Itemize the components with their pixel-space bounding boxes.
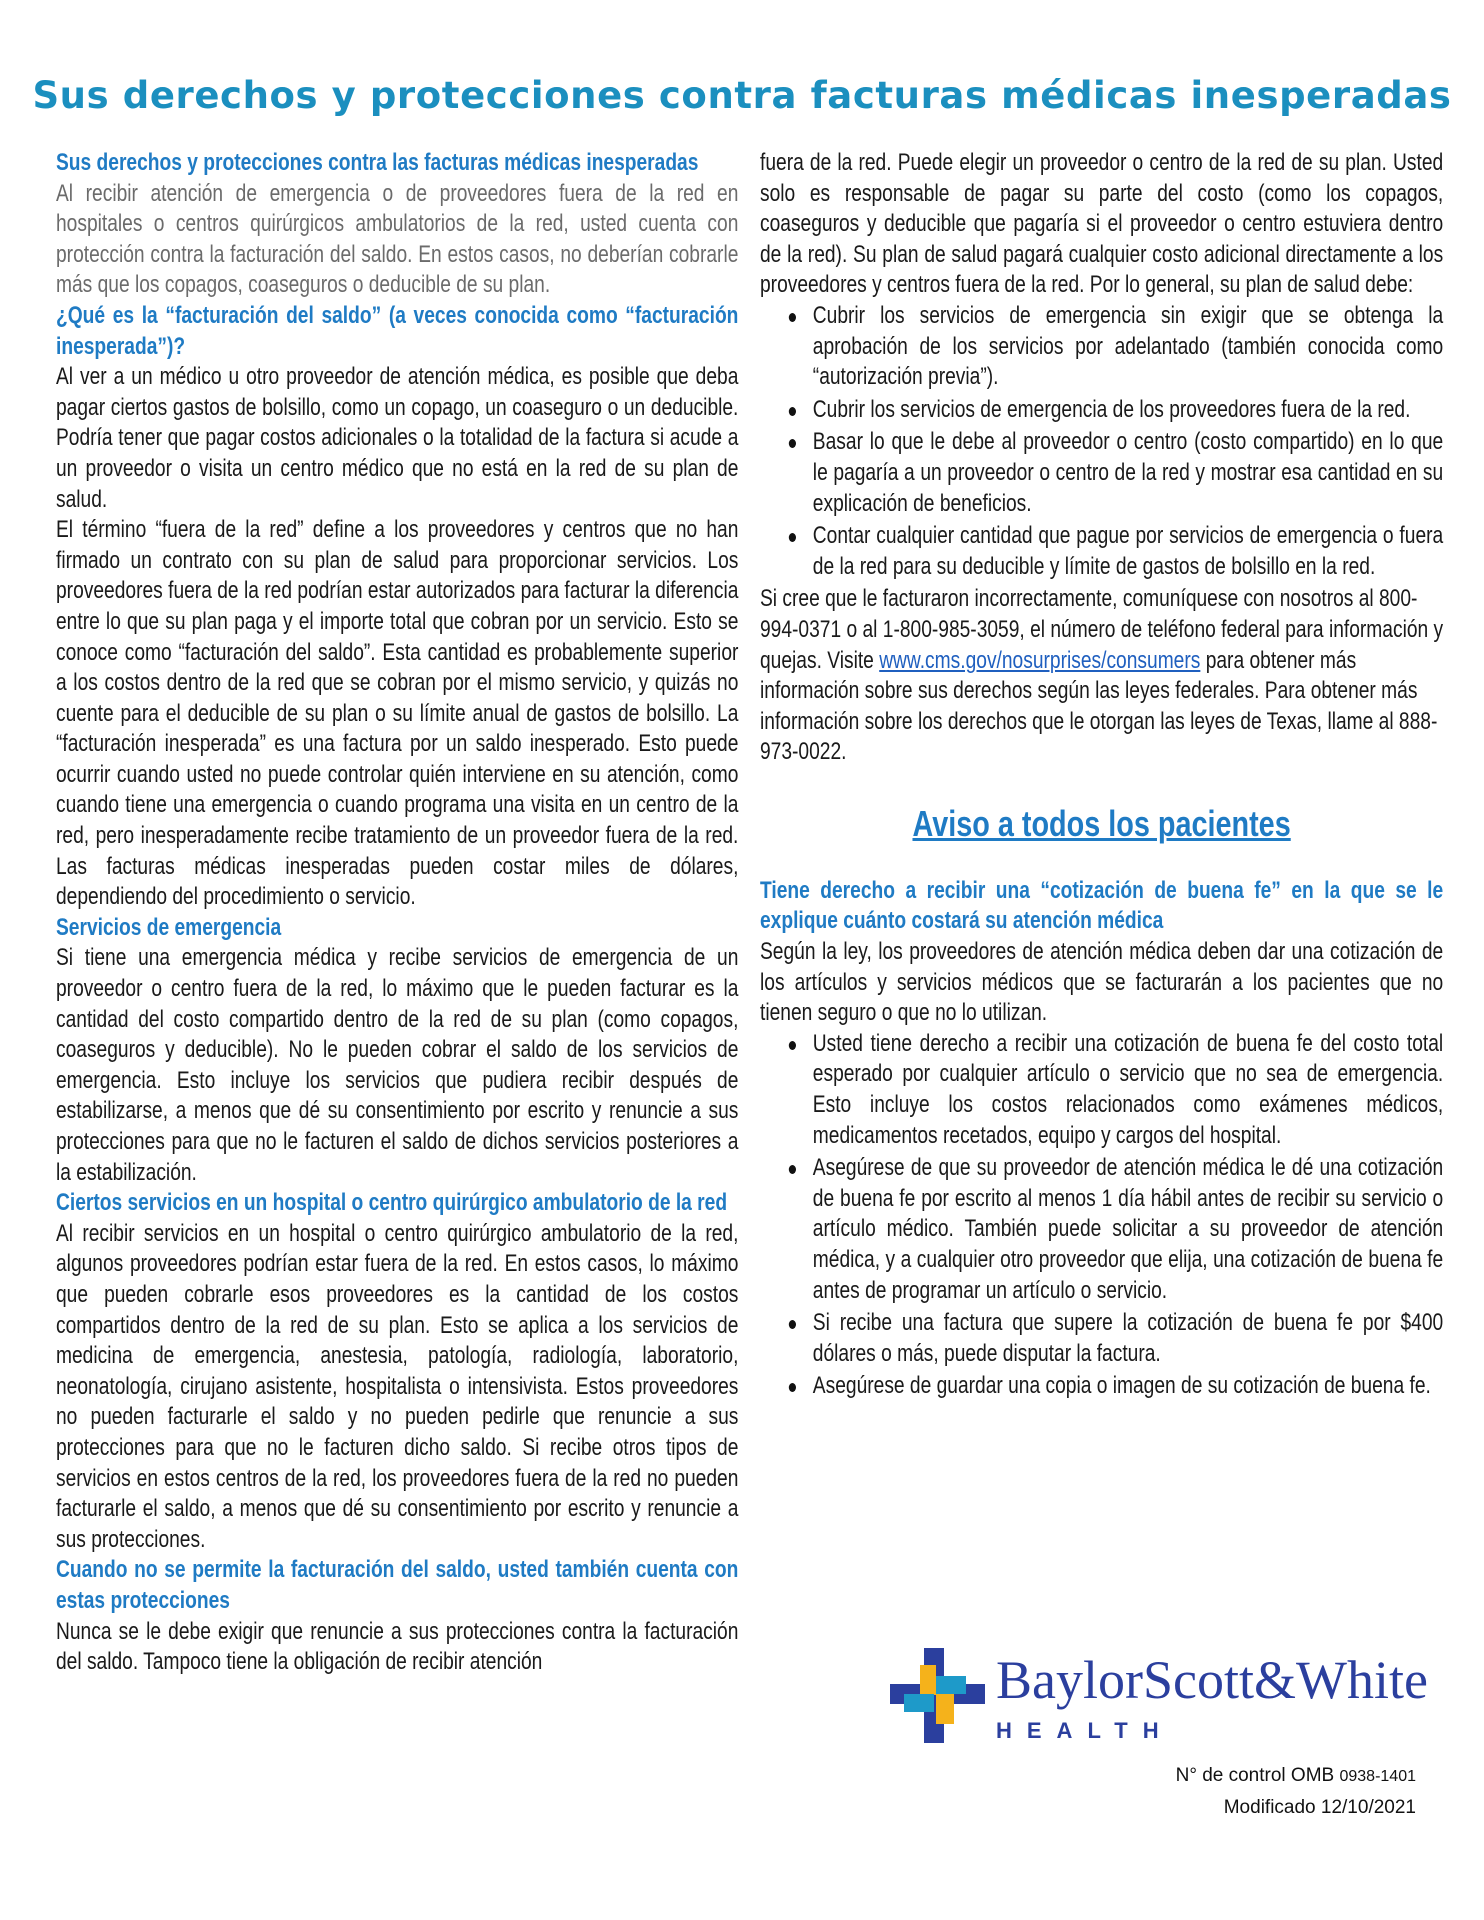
paragraph: El término “fuera de la red” define a los proveedores y centros que no han firmado un contrato con su plan de salud para proporcionar servicios. Los proveedores fuera de la red podrían estar autorizados para facturar la diferencia entre lo que su plan paga y el importe total que cobran por un servicio. Esto se conoce como “facturación del saldo”. Esta cantidad es probablemente superior a los costos dentro de la red que se cobran por el mismo servicio, y quizás no cuente para el deducible de su plan o su límite anual de gastos de bolsillo. La “facturación inesperada” es una factura por un saldo inesperado. Esto puede ocurrir cuando usted no puede controlar quién interviene en su atención, como cuando tiene una emergencia o cuando programa una visita en un centro de la red, pero inesperadamente recibe tratamiento de un proveedor fuera de la red. Las facturas médicas inesperadas pueden costar miles de dólares, dependiendo del procedimiento o servicio. bbox=[56, 516, 739, 911]
section-heading: Ciertos servicios en un hospital o centro quirúrgico ambulatorio de la red bbox=[56, 1189, 728, 1217]
contact-text-after: para obtener más información sobre sus derechos según las leyes federales. Para obtener más información sobre los derechos que le otorgan las leyes de Texas, llame al 888-973-0022. bbox=[760, 646, 1438, 766]
plan-bullets bbox=[760, 301, 1443, 582]
section-heading: Sus derechos y protecciones contra las facturas médicas inesperadas bbox=[56, 149, 699, 176]
section-heading: Servicios de emergencia bbox=[56, 913, 282, 941]
bullet-item: Si recibe una factura que supere la cotización de buena fe por $400 dólares o más, puede disputar la factura. bbox=[813, 1308, 1443, 1369]
page-title: Sus derechos y protecciones contra facturas médicas inesperadas bbox=[32, 74, 1452, 117]
contact-text: Si cree que le facturaron incorrectamente, comuníquese con nosotros al 800-994-0371 o al 1-800-985-3059, el número de teléfono federal para información y quejas. Visite bbox=[760, 585, 1444, 674]
bullet-item: Usted tiene derecho a recibir una cotización de buena fe del costo total esperado por cualquier artículo o servicio que no sea de emergencia. Esto incluye los costos relacionados como exámenes médicos, medicamentos recetados, equipo y cargos del hospital. bbox=[813, 1029, 1443, 1151]
bullet-item: Cubrir los servicios de emergencia de los proveedores fuera de la red. bbox=[813, 395, 1443, 426]
contact-paragraph bbox=[760, 584, 1443, 768]
gfe-heading: Tiene derecho a recibir una “cotización de buena fe” en la que se le explique cuánto costará su atención médica bbox=[760, 876, 1444, 935]
gfe-intro: Según la ley, los proveedores de atención médica deben dar una cotización de los artículos y servicios médicos que se facturarán a los pacientes que no tienen seguro o que no lo utilizan. bbox=[760, 938, 1444, 1027]
cms-link[interactable]: www.cms.gov/nosurprises/consumers bbox=[879, 646, 1201, 674]
modified-date: Modificado 12/10/2021 bbox=[1223, 1797, 1416, 1818]
logo-wordmark: BaylorScott&White bbox=[996, 1650, 1428, 1710]
notice-title: Aviso a todos los pacientes bbox=[912, 802, 1291, 844]
section-heading: Cuando no se permite la facturación del saldo, usted también cuenta con estas protecciones bbox=[56, 1556, 739, 1614]
bullet-item: Basar lo que le debe al proveedor o centro (costo compartido) en lo que le pagaría a un proveedor o centro de la red y mostrar esa cantidad en su explicación de beneficios. bbox=[813, 427, 1443, 519]
paragraph: Al recibir atención de emergencia o de proveedores fuera de la red en hospitales o centros quirúrgicos ambulatorios de la red, usted cuenta con protección contra la facturación del saldo. En estos casos, no deberían cobrarle más que los copagos, coaseguros o deducible de su plan. bbox=[56, 179, 739, 299]
cross-logo-icon bbox=[890, 1648, 985, 1743]
left-column bbox=[56, 148, 738, 1678]
footer bbox=[1176, 1760, 1416, 1823]
gfe-bullets bbox=[760, 1029, 1443, 1402]
paragraph: Al ver a un médico u otro proveedor de atención médica, es posible que deba pagar ciertos gastos de bolsillo, como un copago, un coaseguro o un deducible. Podría tener que pagar costos adicionales o la totalidad de la factura si acude a un proveedor o visita un centro médico que no está en la red de su plan de salud. bbox=[56, 363, 739, 513]
bullet-item: Cubrir los servicios de emergencia sin exigir que se obtenga la aprobación de los servicios por adelantado (también conocida como “autorización previa”). bbox=[813, 301, 1443, 393]
bullet-item: Asegúrese de que su proveedor de atención médica le dé una cotización de buena fe por escrito al menos 1 día hábil antes de recibir su servicio o artículo médico. También puede solicitar a su proveedor de atención médica, y a cualquier otro proveedor que elija, una cotización de buena fe antes de programar un artículo o servicio. bbox=[813, 1153, 1443, 1306]
plan-intro: fuera de la red. Puede elegir un proveedor o centro de la red de su plan. Usted solo es responsable de pagar su parte del costo (como los copagos, coaseguros y deducible que pagaría si el proveedor o centro estuviera dentro de la red). Su plan de salud pagará cualquier costo adicional directamente a los proveedores y centros fuera de la red. Por lo general, su plan de salud debe: bbox=[760, 149, 1444, 299]
paragraph: Nunca se le debe exigir que renuncie a sus protecciones contra la facturación del saldo. Tampoco tiene la obligación de recibir atención bbox=[56, 1617, 739, 1676]
paragraph: Al recibir servicios en un hospital o centro quirúrgico ambulatorio de la red, algunos proveedores podrían estar fuera de la red. En estos casos, lo máximo que pueden cobrarle esos proveedores es la cantidad de los costos compartidos dentro de la red de su plan. Esto se aplica a los servicios de medicina de emergencia, anestesia, patología, radiología, laboratorio, neonatología, cirujano asistente, hospitalista o intensivista. Estos proveedores no pueden facturarle el saldo y no pueden pedirle que renuncie a sus protecciones para que no le facturen dicho saldo. Si recibe otros tipos de servicios en estos centros de la red, los proveedores fuera de la red no pueden facturarle el saldo, a menos que dé su consentimiento por escrito y renuncie a sus protecciones. bbox=[56, 1219, 739, 1553]
right-column bbox=[760, 148, 1443, 1404]
logo-health: HEALTH bbox=[996, 1718, 1174, 1743]
section-heading: ¿Qué es la “facturación del saldo” (a veces conocida como “facturación inesperada”)? bbox=[56, 301, 739, 360]
bullet-item: Asegúrese de guardar una copia o imagen de su cotización de buena fe. bbox=[813, 1371, 1443, 1402]
omb-control: N° de control OMB 0938-1401 bbox=[1175, 1765, 1416, 1786]
baylor-scott-white-logo bbox=[890, 1648, 1430, 1748]
bullet-item: Contar cualquier cantidad que pague por servicios de emergencia o fuera de la red para su deducible y límite de gastos de bolsillo en la red. bbox=[813, 521, 1443, 582]
paragraph: Si tiene una emergencia médica y recibe servicios de emergencia de un proveedor o centro fuera de la red, lo máximo que le pueden facturar es la cantidad del costo compartido dentro de la red de su plan (como copagos, coaseguros y deducible). No le pueden cobrar el saldo de los servicios de emergencia. Esto incluye los servicios que pudiera recibir después de estabilizarse, a menos que dé su consentimiento por escrito y renuncie a sus protecciones para que no le facturen el saldo de dichos servicios posteriores a la estabilización. bbox=[56, 944, 739, 1186]
